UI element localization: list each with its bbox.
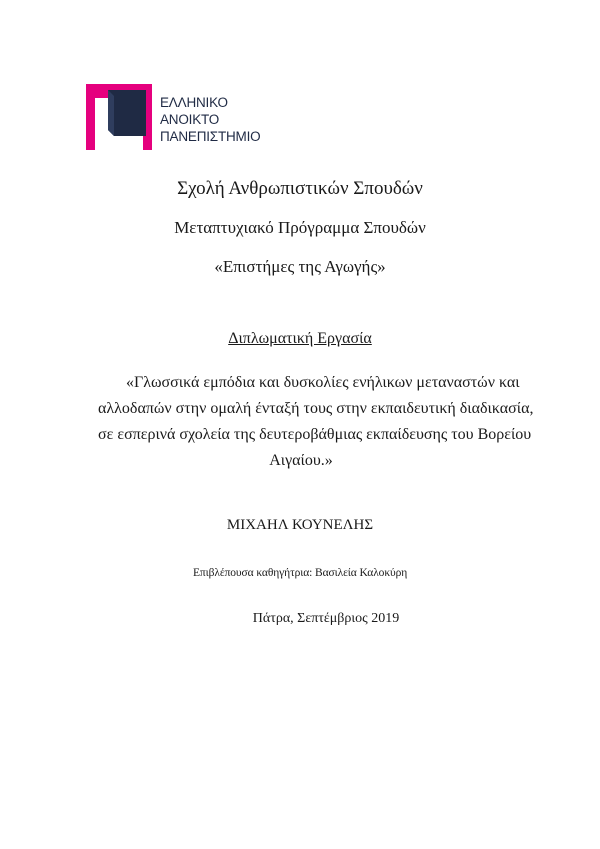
program-name: Μεταπτυχιακό Πρόγραμμα Σπουδών bbox=[174, 218, 426, 237]
logo-line-2: ΑΝΟΙΚΤΟ bbox=[160, 112, 220, 127]
document-type-label: Διπλωματική Εργασία bbox=[228, 330, 372, 347]
university-logo-text bbox=[160, 94, 260, 145]
school-name: Σχολή Ανθρωπιστικών Σπουδών bbox=[177, 178, 423, 199]
specialty-name: «Επιστήμες της Αγωγής» bbox=[214, 257, 386, 276]
thesis-title-line: «Γλωσσικά εμπόδια και δυσκολίες ενήλικων μεταναστών και bbox=[126, 374, 520, 391]
university-logo bbox=[86, 84, 276, 150]
thesis-title-line: Αιγαίου.» bbox=[269, 452, 333, 469]
thesis-title bbox=[98, 370, 534, 474]
author-name: ΜΙΧΑΗΛ ΚΟΥΝΕΛΗΣ bbox=[226, 517, 374, 533]
supervisor-line: Επιβλέπουσα καθηγήτρια: Βασιλεία Καλοκύρη bbox=[193, 567, 408, 579]
thesis-title-line: αλλοδαπών στην ομαλή ένταξή τους στην εκπαιδευτική διαδικασία, bbox=[98, 400, 534, 417]
logo-line-3: ΠΑΝΕΠΙΣΤΗΜΙΟ bbox=[160, 129, 261, 144]
place-date: Πάτρα, Σεπτέμβριος 2019 bbox=[252, 611, 400, 626]
thesis-title-line: σε εσπερινά σχολεία της δευτεροβάθμιας εκπαίδευσης του Βορείου bbox=[98, 426, 532, 443]
university-logo-mark-icon bbox=[86, 84, 152, 150]
document-type bbox=[0, 330, 600, 348]
logo-line-1: ΕΛΛΗΝΙΚΟ bbox=[160, 95, 228, 110]
